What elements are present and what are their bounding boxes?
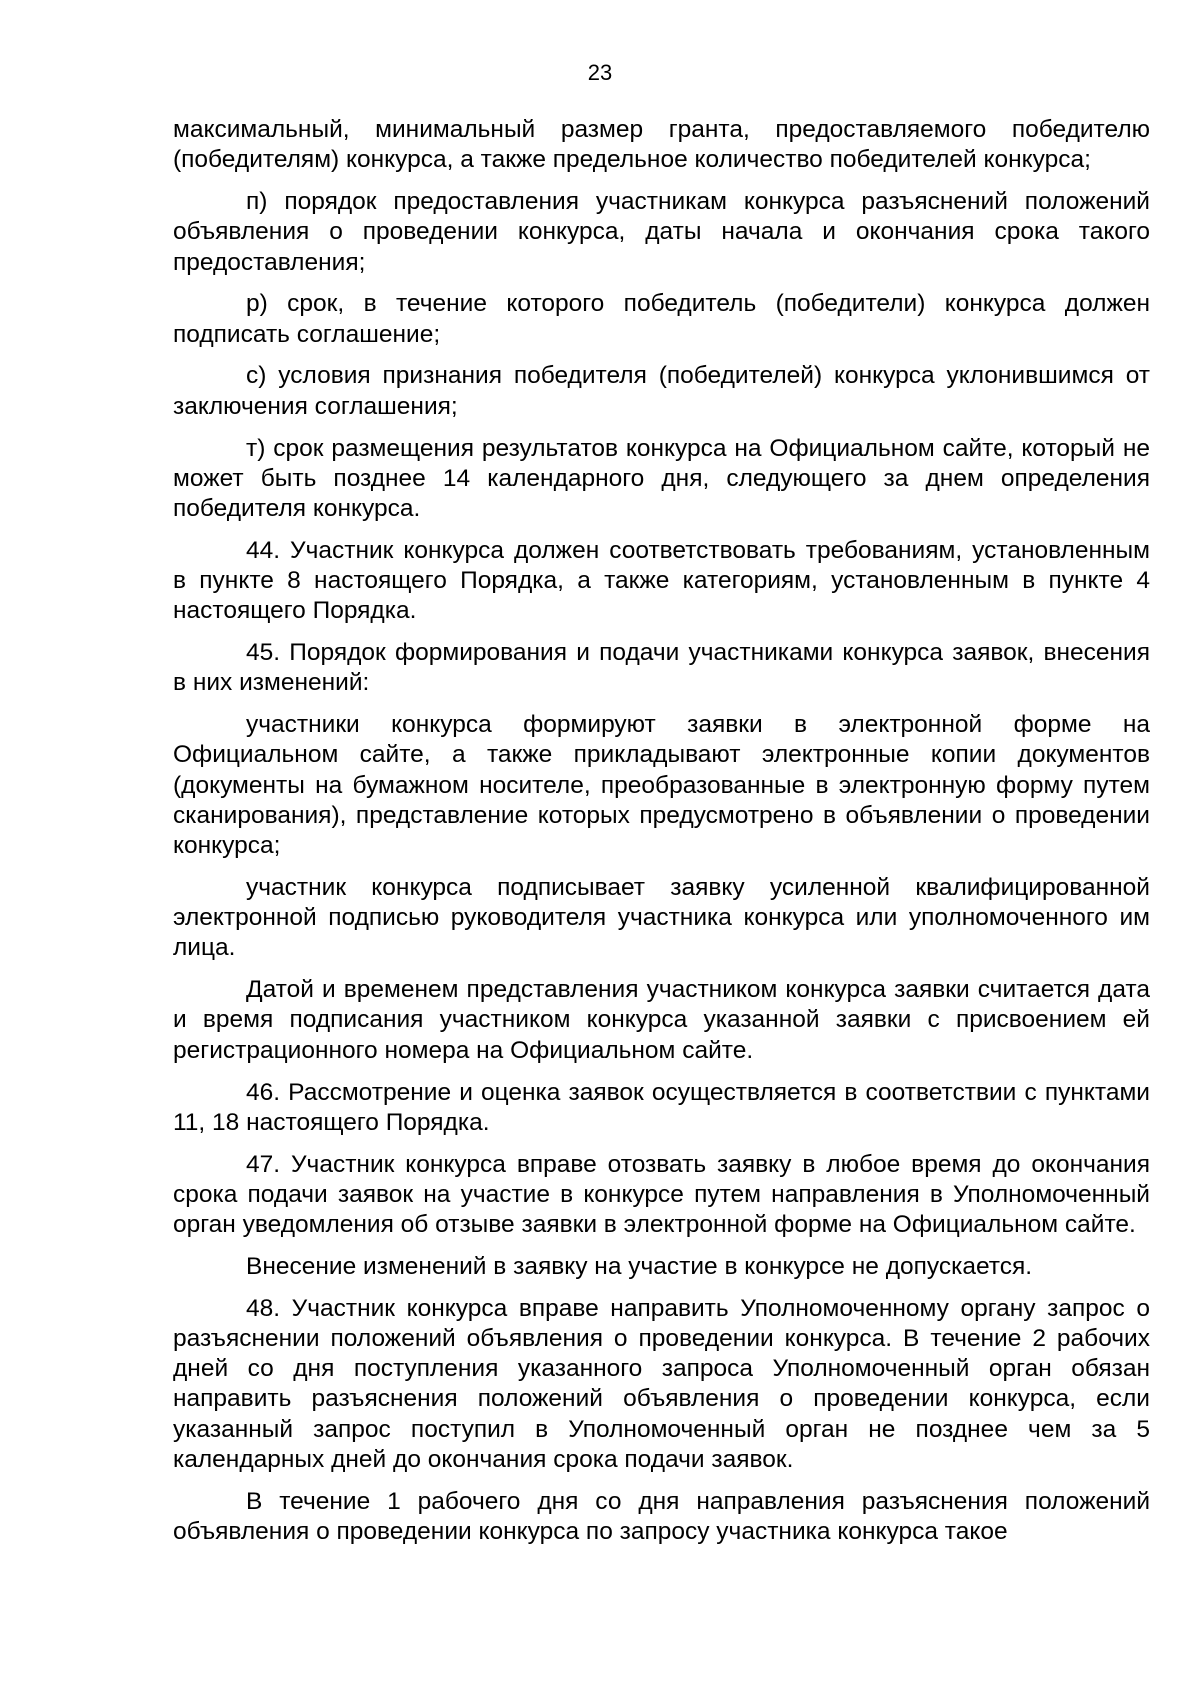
paragraph: р) срок, в течение которого победитель (победители) конкурса должен подписать соглашение; — [173, 290, 1150, 348]
paragraph: максимальный, минимальный размер гранта, предоставляемого победителю (победителям) конкурса, а также предельное количество победителей конкурса; — [173, 116, 1150, 174]
page-number: 23 — [587, 60, 613, 85]
paragraph: т) срок размещения результатов конкурса на Официальном сайте, который не может быть позднее 14 календарного дня, следующего за днем определения победителя конкурса. — [173, 434, 1150, 522]
paragraph: 44. Участник конкурса должен соответствовать требованиям, установленным в пункте 8 настоящего Порядка, а также категориям, установленным в пункте 4 настоящего Порядка. — [173, 536, 1150, 625]
paragraph: п) порядок предоставления участникам конкурса разъяснений положений объявления о проведении конкурса, даты начала и окончания срока такого предоставления; — [173, 188, 1150, 276]
paragraph: В течение 1 рабочего дня со дня направления разъяснения положений объявления о проведении конкурса по запросу участника конкурса такое — [173, 1487, 1150, 1545]
paragraph: 46. Рассмотрение и оценка заявок осуществляется в соответствии с пунктами 11, 18 настоящего Порядка. — [173, 1078, 1150, 1136]
paragraph: Датой и временем представления участником конкурса заявки считается дата и время подписания участником конкурса указанной заявки с присвоением ей регистрационного номера на Официальном сайте. — [173, 976, 1150, 1064]
paragraph: 45. Порядок формирования и подачи участниками конкурса заявок, внесения в них изменений: — [173, 639, 1150, 697]
paragraph: участники конкурса формируют заявки в электронной форме на Официальном сайте, а также прикладывают электронные копии документов (документы на бумажном носителе, преобразованные в электронную форму путем сканирования), представление которых предусмотрено в объявлении о проведении конкурса; — [173, 711, 1150, 860]
paragraph: Внесение изменений в заявку на участие в конкурсе не допускается. — [246, 1252, 1033, 1280]
paragraph: 48. Участник конкурса вправе направить Уполномоченному органу запрос о разъяснении положений объявления о проведении конкурса. В течение 2 рабочих дней со дня поступления указанного запроса Уполномоченный орган обязан направить разъяснения положений объявления о проведении конкурса, если указанный запрос поступил в Уполномоченный орган не позднее чем за 5 календарных дней до окончания срока подачи заявок. — [173, 1294, 1150, 1473]
document-body — [173, 115, 1150, 1559]
paragraph: с) условия признания победителя (победителей) конкурса уклонившимся от заключения соглашения; — [173, 362, 1150, 420]
paragraph: участник конкурса подписывает заявку усиленной квалифицированной электронной подписью руководителя участника конкурса или уполномоченного им лица. — [173, 873, 1150, 962]
paragraph: 47. Участник конкурса вправе отозвать заявку в любое время до окончания срока подачи заявок на участие в конкурсе путем направления в Уполномоченный орган уведомления об отзыве заявки в электронной форме на Официальном сайте. — [173, 1150, 1150, 1239]
